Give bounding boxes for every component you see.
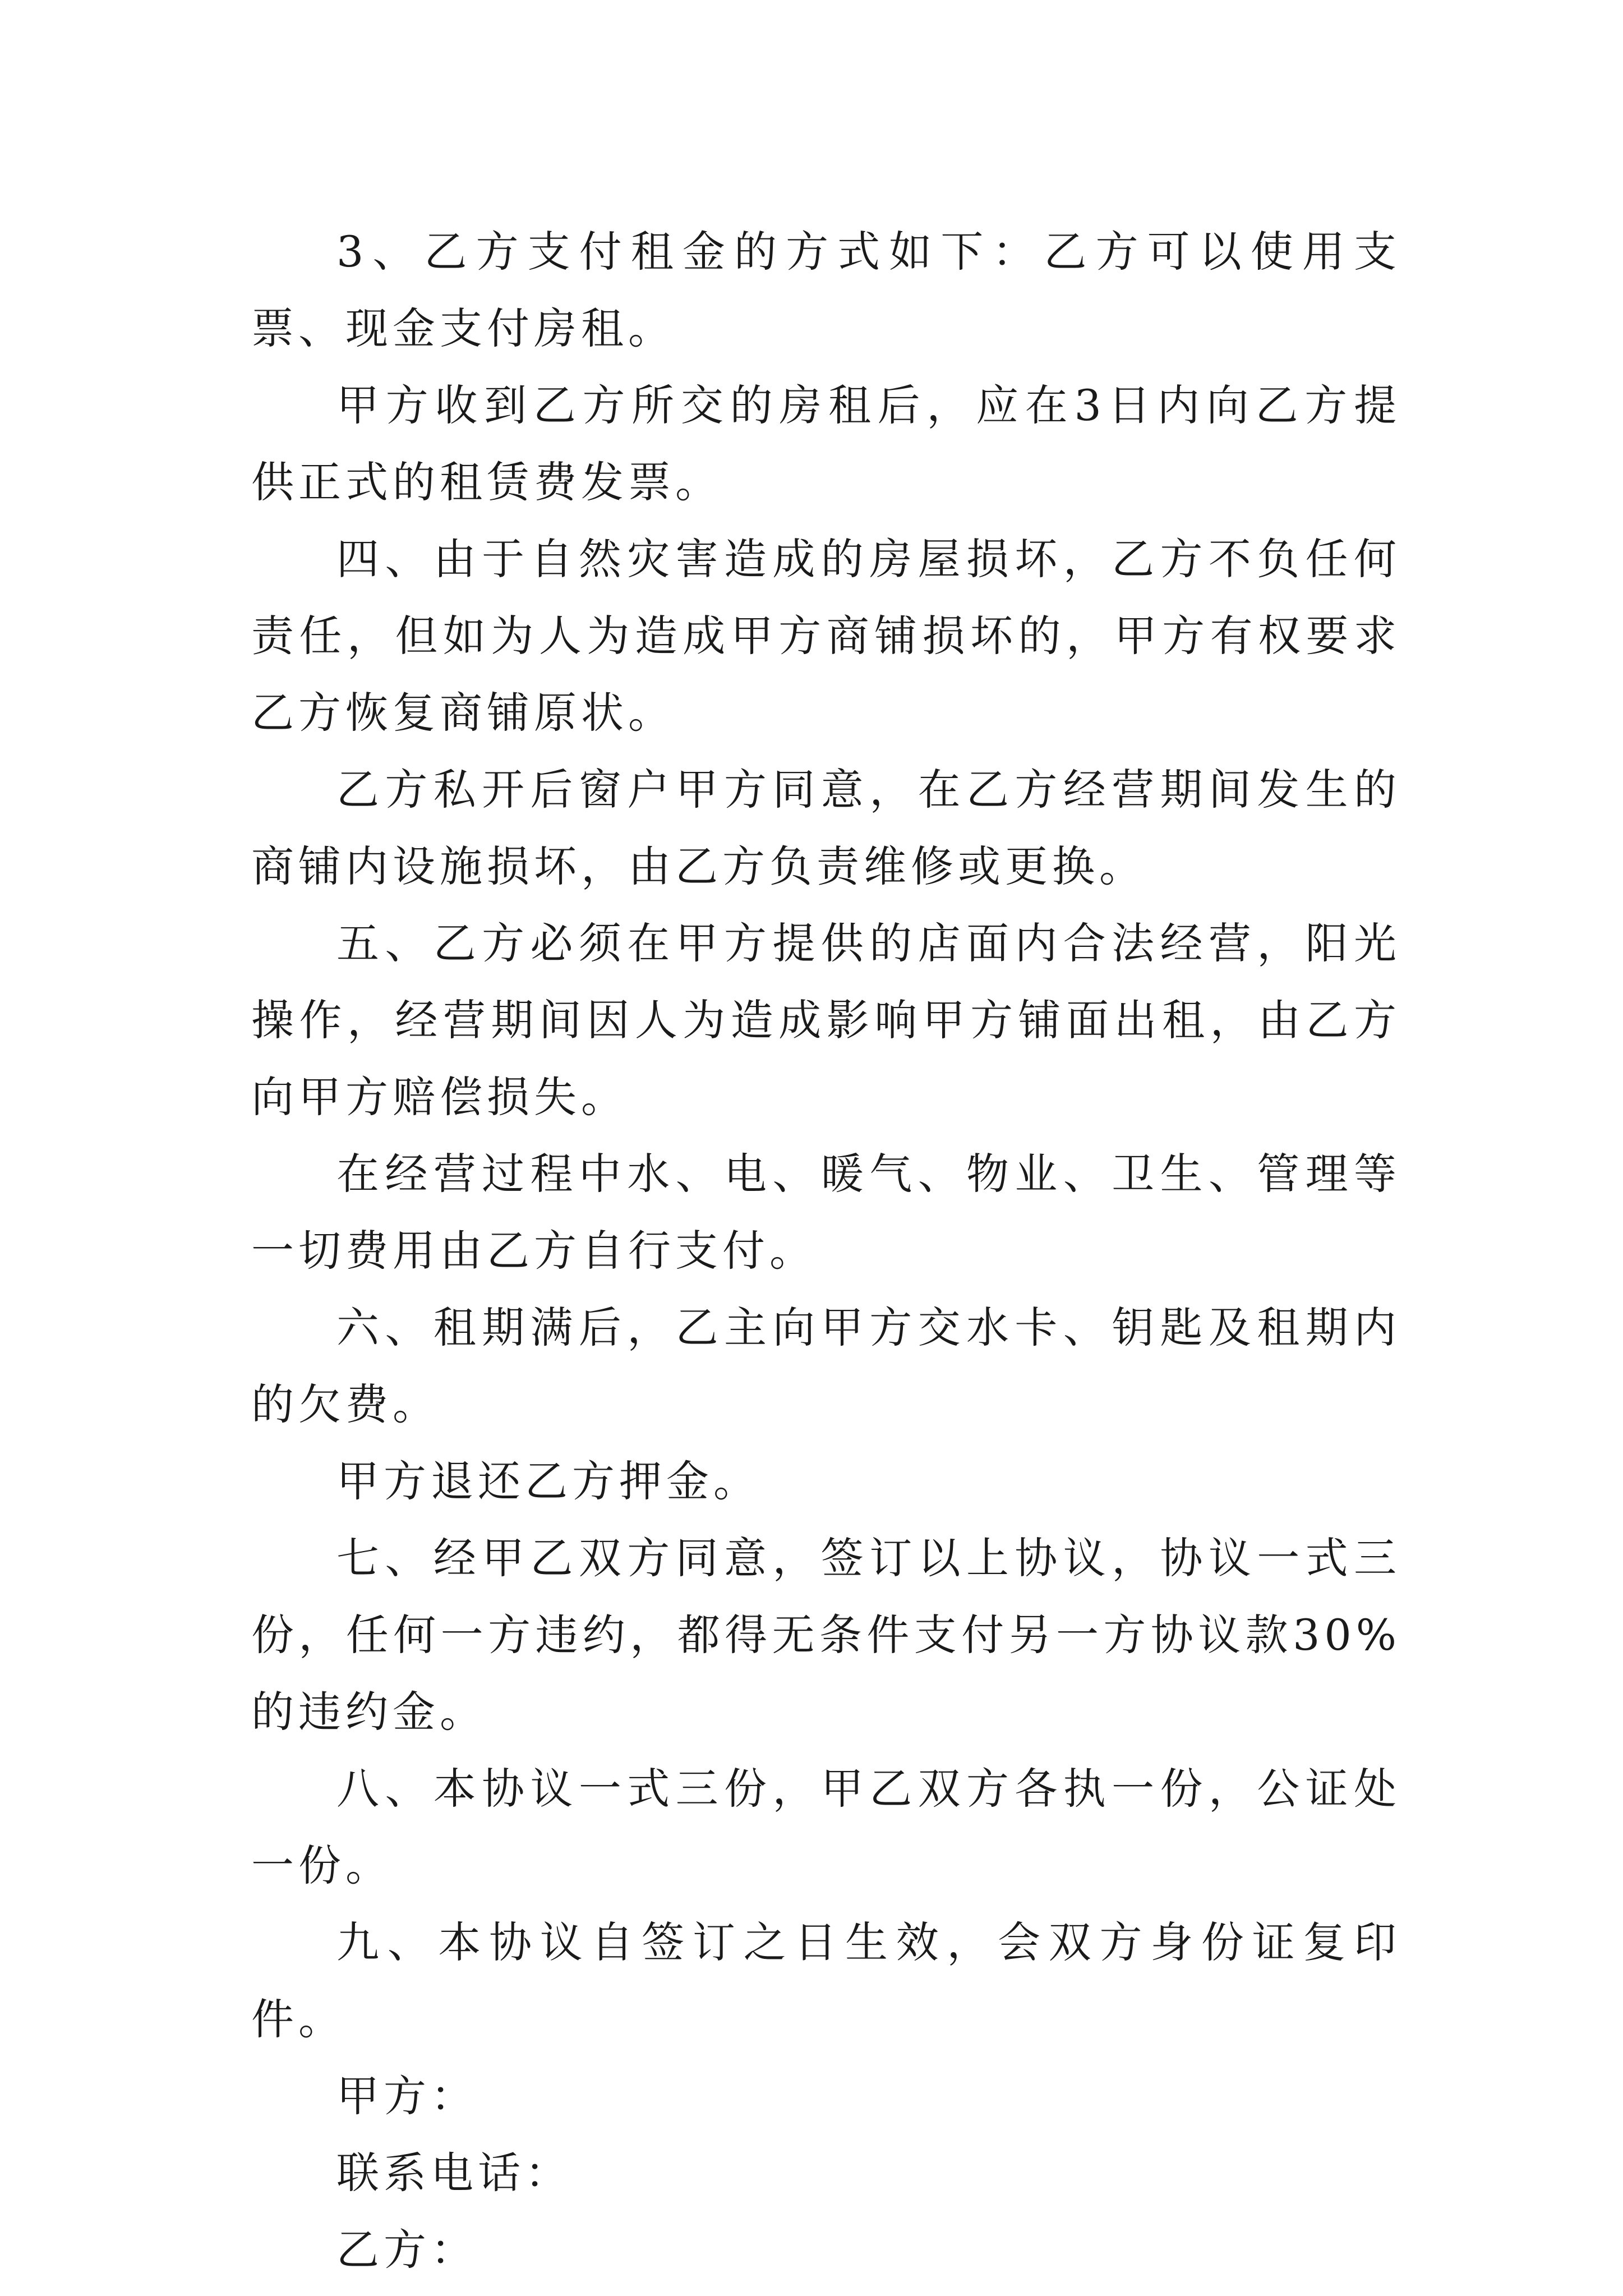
paragraph-damage-liability: 四、由于自然灾害造成的房屋损坏，乙方不负任何责任，但如为人为造成甲方商铺损坏的，甲方有权要求乙方恢复商铺原状。 bbox=[251, 534, 1401, 738]
paragraph-effective-date: 九、本协议自签订之日生效，会双方身份证复印件。 bbox=[251, 1917, 1401, 2044]
paragraph-legal-operation: 五、乙方必须在甲方提供的店面内合法经营，阳光操作，经营期间因人为造成影响甲方铺面出租，由乙方向甲方赔偿损失。 bbox=[251, 918, 1401, 1122]
paragraph-breach-penalty: 七、经甲乙双方同意，签订以上协议，协议一式三份，任何一方违约，都得无条件支付另一方协议款30%的违约金。 bbox=[251, 1533, 1401, 1737]
signature-party-a: 甲方： bbox=[336, 2071, 478, 2121]
paragraph-lease-end: 六、租期满后，乙主向甲方交水卡、钥匙及租期内的欠费。 bbox=[251, 1303, 1401, 1429]
paragraph-window-maintenance: 乙方私开后窗户甲方同意，在乙方经营期间发生的商铺内设施损坏，由乙方负责维修或更换。 bbox=[251, 765, 1401, 891]
paragraph-utility-fees: 在经营过程中水、电、暖气、物业、卫生、管理等一切费用由乙方自行支付。 bbox=[251, 1149, 1401, 1276]
document-body bbox=[251, 213, 1401, 2288]
signature-phone: 联系电话： bbox=[336, 2148, 572, 2198]
signature-party-b: 乙方： bbox=[336, 2225, 478, 2275]
paragraph-payment-method: 3、乙方支付租金的方式如下：乙方可以使用支票、现金支付房租。 bbox=[251, 227, 1401, 353]
paragraph-invoice: 甲方收到乙方所交的房租后，应在3日内向乙方提供正式的租赁费发票。 bbox=[251, 380, 1401, 507]
paragraph-copies: 八、本协议一式三份，甲乙双方各执一份，公证处一份。 bbox=[251, 1764, 1401, 1890]
paragraph-deposit-return: 甲方退还乙方押金。 bbox=[336, 1456, 760, 1506]
